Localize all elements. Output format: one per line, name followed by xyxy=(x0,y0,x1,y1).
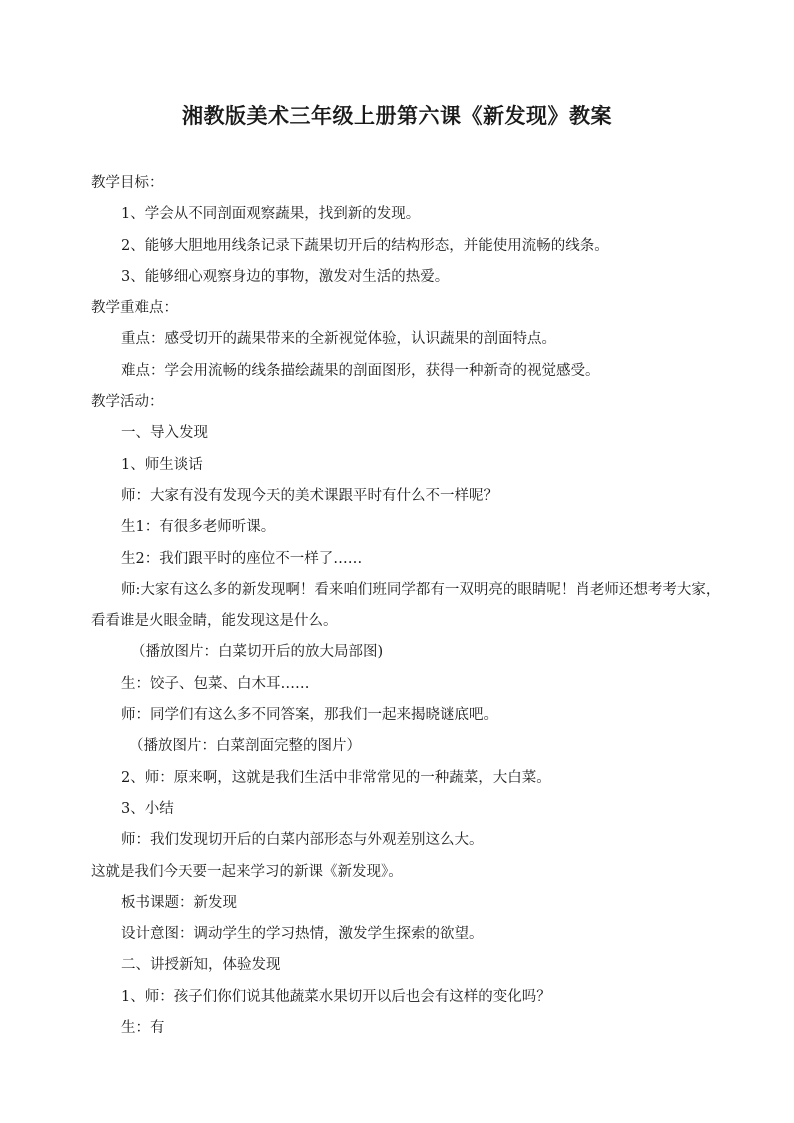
paragraph: 生：饺子、包菜、白木耳…… xyxy=(121,675,310,692)
section-heading: 教学活动： xyxy=(91,394,164,411)
document-body xyxy=(91,168,721,1044)
paragraph: 设计意图：调动学生的学习热情，激发学生探索的欲望。 xyxy=(121,926,484,943)
paragraph: 生2：我们跟平时的座位不一样了…… xyxy=(121,550,363,567)
paragraph: 师：大家有没有发现今天的美术课跟平时有什么不一样呢？ xyxy=(121,487,498,504)
paragraph: 这就是我们今天要一起来学习的新课《新发现》。 xyxy=(91,863,403,880)
paragraph: 2、师：原来啊，这就是我们生活中非常常见的一种蔬菜，大白菜。 xyxy=(121,769,551,786)
paragraph: 2、能够大胆地用线条记录下蔬果切开后的结构形态，并能使用流畅的线条。 xyxy=(121,237,609,254)
paragraph: 3、能够细心观察身边的事物，激发对生活的热爱。 xyxy=(121,268,450,285)
paragraph: 二、讲授新知，体验发现 xyxy=(121,957,281,974)
paragraph: 3、小结 xyxy=(121,800,174,817)
paragraph: 1、师生谈话 xyxy=(121,456,203,473)
paragraph: 重点：感受切开的蔬果带来的全新视觉体验，认识蔬果的剖面特点。 xyxy=(121,331,556,348)
paragraph: 一、导入发现 xyxy=(121,425,208,442)
paragraph: 师：我们发现切开后的白菜内部形态与外观差别这么大。 xyxy=(121,832,484,849)
document-title: 湘教版美术三年级上册第六课《新发现》教案 xyxy=(182,103,612,128)
paragraph: 1、学会从不同剖面观察蔬果，找到新的发现。 xyxy=(121,206,421,223)
paragraph: 板书课题：新发现 xyxy=(121,894,237,911)
paragraph: （播放图片：白菜剖面完整的图片） xyxy=(129,738,361,755)
section-heading: 教学重难点： xyxy=(91,300,178,317)
paragraph: 难点：学会用流畅的线条描绘蔬果的剖面图形，获得一种新奇的视觉感受。 xyxy=(121,362,600,379)
paragraph: 生：有 xyxy=(121,1020,165,1037)
section-heading: 教学目标： xyxy=(91,175,164,191)
paragraph: 1、师：孩子们你们说其他蔬菜水果切开以后也会有这样的变化吗？ xyxy=(121,988,551,1005)
paragraph: 师:大家有这么多的新发现啊！看来咱们班同学都有一双明亮的眼睛呢！肖老师还想考考大家，看看谁是火眼金睛，能发现这是什么。 xyxy=(91,581,721,630)
paragraph: 生1：有很多老师听课。 xyxy=(121,519,276,536)
paragraph: （播放图片：白菜切开后的放大局部图) xyxy=(131,644,384,661)
paragraph: 师：同学们有这么多不同答案，那我们一起来揭晓谜底吧。 xyxy=(121,707,498,724)
